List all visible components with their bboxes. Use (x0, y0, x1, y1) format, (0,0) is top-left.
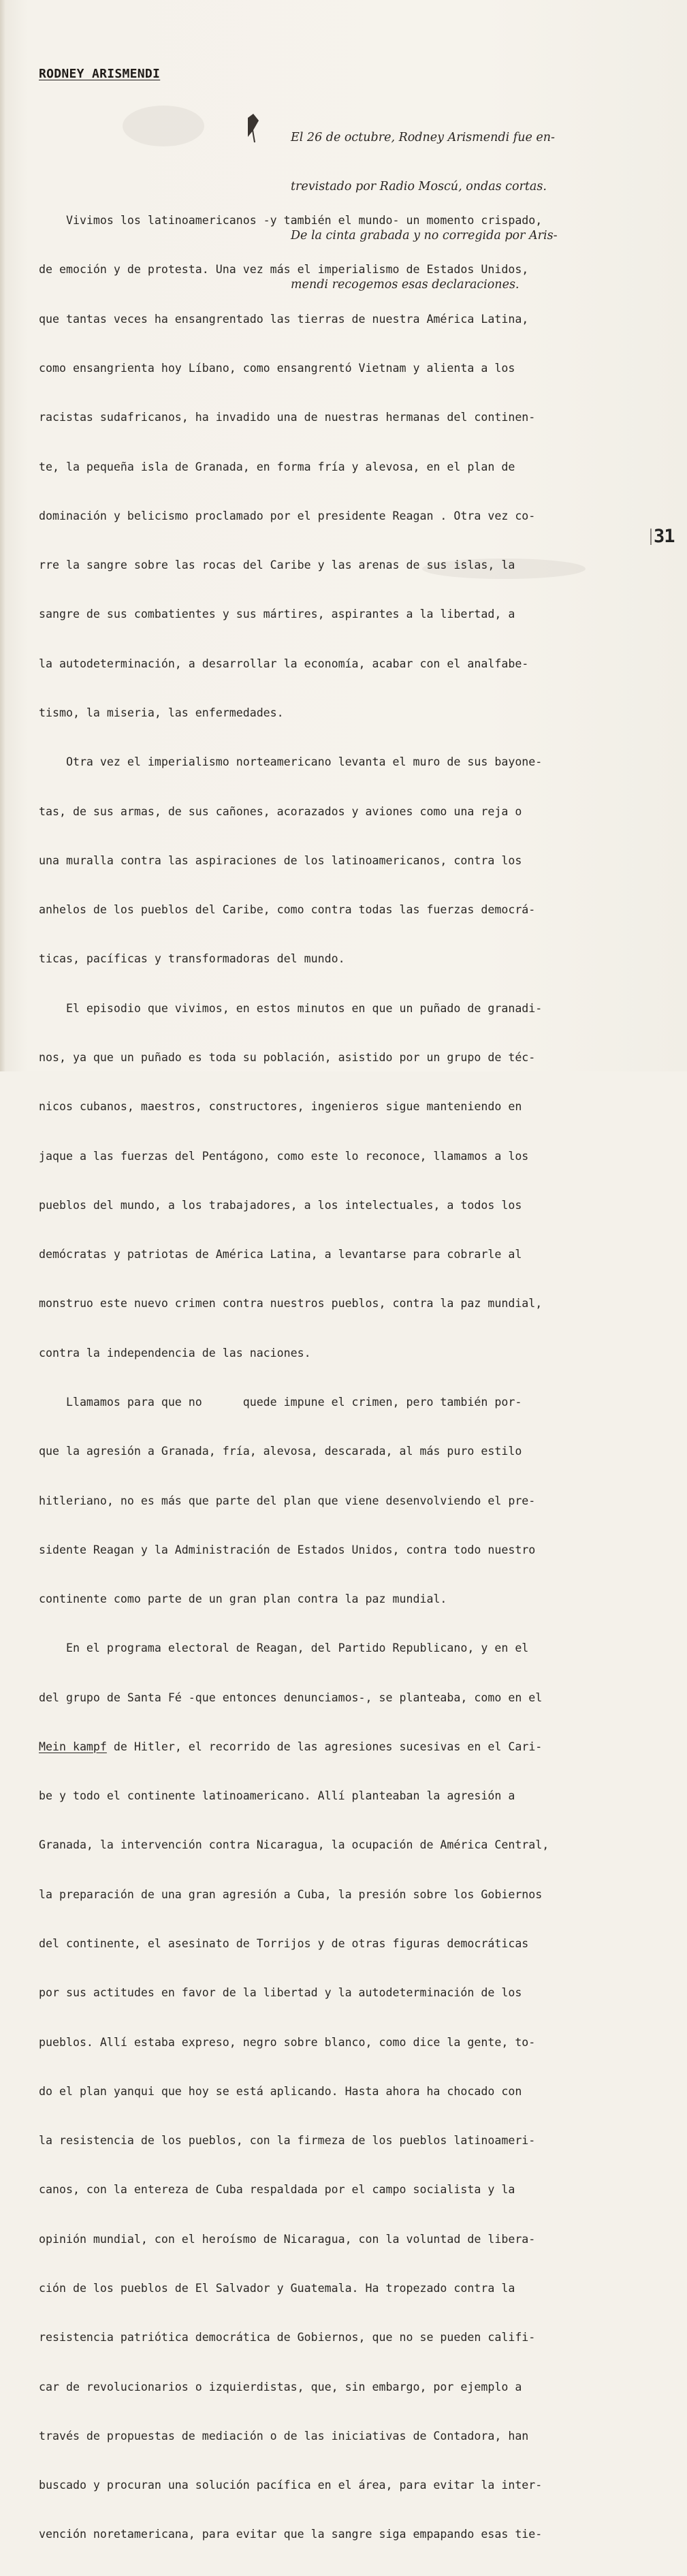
page-number: 31 (654, 526, 675, 547)
body-line: una muralla contra las aspiraciones de los latinoamericanos, contra los (39, 853, 522, 867)
body-line: resistencia patriótica democrática de Gobiernos, que no se pueden califi- (39, 2331, 536, 2344)
body-line: Otra vez el imperialismo norteamericano levanta el muro de sus bayone- (39, 755, 543, 769)
book-title: Mein kampf (39, 1740, 107, 1753)
body-line: del grupo de Santa Fé -que entonces denunciamos-, se planteaba, como en el (39, 1691, 543, 1704)
body-line: sangre de sus combatientes y sus mártires, aspirantes a la libertad, a (39, 608, 515, 621)
paper-smudge (123, 106, 204, 146)
body-line: pueblos del mundo, a los trabajadores, a los intelectuales, a todos los (39, 1198, 522, 1212)
body-line: rre la sangre sobre las rocas del Caribe y las arenas de sus islas, la (39, 559, 515, 572)
body-line: monstruo este nuevo crimen contra nuestros pueblos, contra la paz mundial, (39, 1297, 543, 1310)
intro-line: mendi recogemos esas declaraciones. (291, 278, 520, 292)
body-line: car de revolucionarios o izquierdistas, que, sin embargo, por ejemplo a (39, 2380, 522, 2393)
body-line: vención noretamericana, para evitar que la sangre siga empapando esas tie- (39, 2528, 543, 2541)
intro-line: El 26 de octubre, Rodney Arismendi fue en- (291, 131, 555, 144)
body-line: tas, de sus armas, de sus cañones, acorazados y aviones como una reja o (39, 804, 522, 818)
body-line: canos, con la entereza de Cuba respaldada por el campo socialista y la (39, 2183, 515, 2197)
body-line-with-title (39, 1739, 652, 1755)
body-line: hitleriano, no es más que parte del plan que viene desenvolviendo el pre- (39, 1494, 536, 1507)
body-line: jaque a las fuerzas del Pentágono, como este lo reconoce, llamamos a los (39, 1149, 529, 1163)
body-line: que la agresión a Granada, fría, alevosa, descarada, al más puro estilo (39, 1445, 522, 1458)
margin-tick (650, 529, 652, 545)
body-line: En el programa electoral de Reagan, del Partido Republicano, y en el (39, 1642, 529, 1655)
body-line: be y todo el continente latinoamericano. Allí planteaban la agresión a (39, 1789, 515, 1803)
body-line: nos, ya que un puñado es toda su población, asistido por un grupo de téc- (39, 1050, 536, 1064)
body-line: do el plan yanqui que hoy se está aplicando. Hasta ahora ha chocado con (39, 2084, 522, 2098)
body-line: Granada, la intervención contra Nicaragua, la ocupación de América Central, (39, 1838, 549, 1852)
arrow-right-icon (246, 114, 260, 142)
body-line: del continente, el asesinato de Torrijos y de otras figuras democráticas (39, 1937, 529, 1951)
body-line: por sus actitudes en favor de la libertad y la autodeterminación de los (39, 1986, 522, 2000)
intro-line: De la cinta grabada y no corregida por Aris- (291, 229, 558, 242)
page-edge-shadow (0, 0, 5, 1071)
body-line: la autodeterminación, a desarrollar la economía, acabar con el analfabe- (39, 657, 529, 670)
body-line: El episodio que vivimos, en estos minutos en que un puñado de granadi- (39, 1001, 543, 1015)
body-line: te, la pequeña isla de Granada, en forma fría y alevosa, en el plan de (39, 460, 515, 473)
body-line: anhelos de los pueblos del Caribe, como contra todas las fuerzas democrá- (39, 903, 536, 917)
body-line: buscado y procuran una solución pacífica en el área, para evitar la inter- (39, 2479, 543, 2492)
body-line: demócratas y patriotas de América Latina, a levantarse para cobrarle al (39, 1248, 522, 1261)
body-line: pueblos. Allí estaba expreso, negro sobre blanco, como dice la gente, to- (39, 2035, 536, 2049)
body-line: nicos cubanos, maestros, constructores, ingenieros sigue manteniendo en (39, 1100, 522, 1114)
intro-line: trevistado por Radio Moscú, ondas cortas. (291, 180, 547, 193)
body-line: tismo, la miseria, las enfermedades. (39, 706, 284, 719)
body-line: la preparación de una gran agresión a Cuba, la presión sobre los Gobiernos (39, 1887, 543, 1901)
body-line: ción de los pueblos de El Salvador y Guatemala. Ha tropezado contra la (39, 2282, 515, 2295)
body-line: Vivimos los latinoamericanos -y también el mundo- un momento crispado, (39, 214, 543, 227)
body-line: través de propuestas de mediación o de las iniciativas de Contadora, han (39, 2429, 529, 2443)
body-line: dominación y belicismo proclamado por el presidente Reagan . Otra vez co- (39, 509, 536, 522)
body-line: ticas, pacíficas y transformadoras del mundo. (39, 952, 345, 966)
article-heading: RODNEY ARISMENDI (39, 67, 161, 81)
body-line: de emoción y de protesta. Una vez más el imperialismo de Estados Unidos, (39, 263, 529, 277)
body-line: que tantas veces ha ensangrentado las tierras de nuestra América Latina, (39, 312, 529, 326)
body-line: Llamamos para que no quede impune el crimen, pero también por- (39, 1395, 522, 1409)
body-line: opinión mundial, con el heroísmo de Nicaragua, con la voluntad de libera- (39, 2232, 536, 2246)
body-line: como ensangrienta hoy Líbano, como ensangrentó Vietnam y alienta a los (39, 362, 515, 375)
body-line: contra la independencia de las naciones. (39, 1346, 311, 1360)
body-line: la resistencia de los pueblos, con la firmeza de los pueblos latinoameri- (39, 2134, 536, 2148)
body-line-rest: de Hitler, el recorrido de las agresiones sucesivas en el Cari- (113, 1740, 543, 1753)
body-line: racistas sudafricanos, ha invadido una de nuestras hermanas del continen- (39, 411, 536, 424)
article-body (39, 180, 652, 2576)
body-line: sidente Reagan y la Administración de Estados Unidos, contra todo nuestro (39, 1543, 536, 1556)
body-line: continente como parte de un gran plan contra la paz mundial. (39, 1592, 447, 1606)
